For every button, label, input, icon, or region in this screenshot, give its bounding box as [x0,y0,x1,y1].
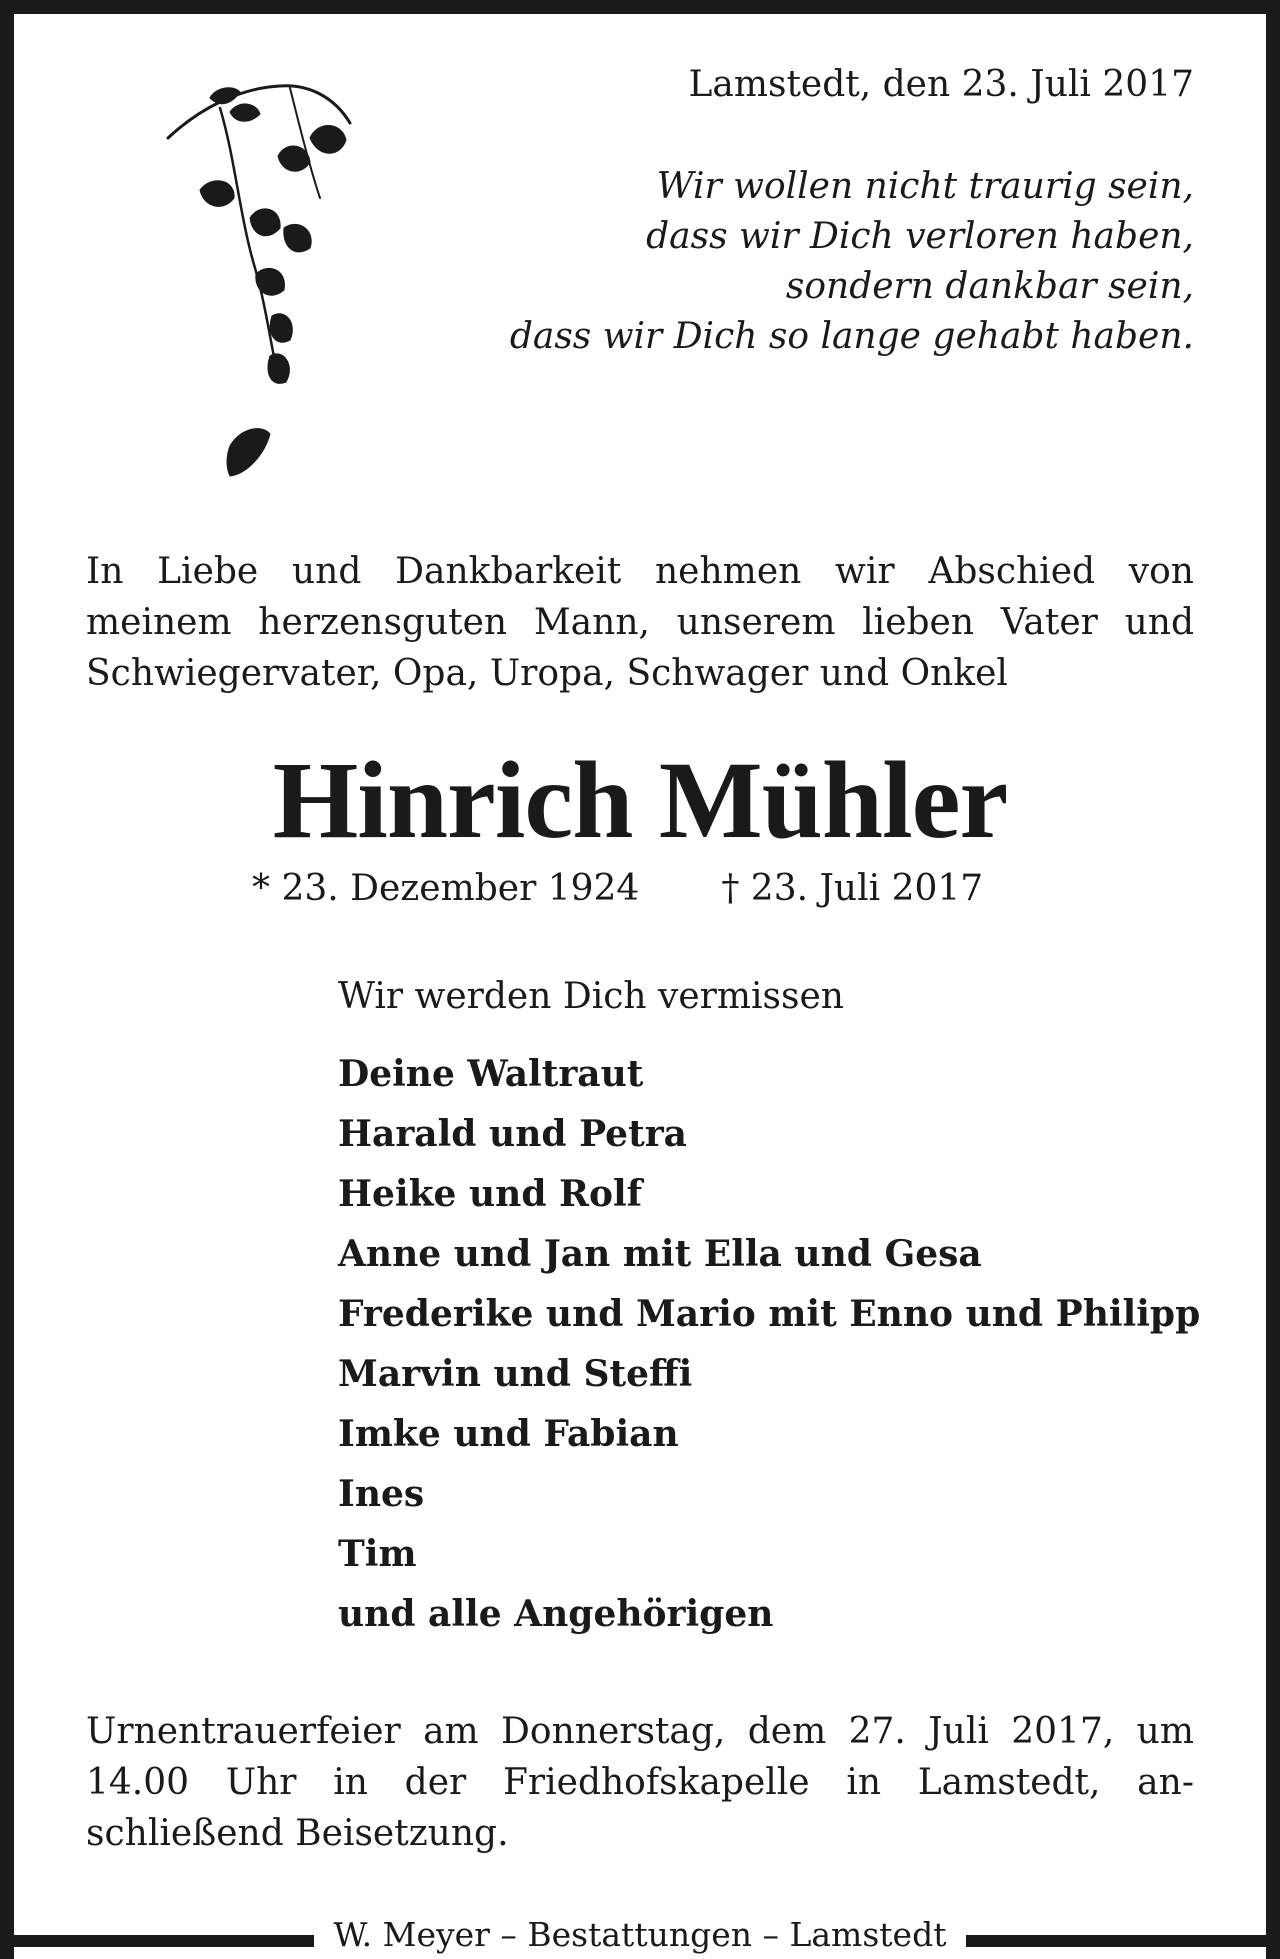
family-entry: Deine Waltraut [338,1053,644,1095]
miss-line: Wir werden Dich vermissen [338,976,844,1017]
family-entry: Frederike und Mario mit Enno und Philipp [338,1293,1201,1335]
family-entry: Ines [338,1473,425,1515]
family-entry: Harald und Petra [338,1113,687,1155]
ceremony-line: Urnentrauerfeier am Donnerstag, dem 27. Juli 2017, um [86,1711,1194,1752]
family-entry: und alle Angehörigen [338,1593,774,1635]
ceremony-line: 14.00 Uhr in der Friedhofskapelle in Lamstedt, an- [86,1762,1194,1803]
intro-text [86,546,1194,699]
intro-line: meinem herzensguten Mann, unserem lieben Vater und [86,602,1194,643]
intro-line: In Liebe und Dankbarkeit nehmen wir Abschied von [86,551,1194,592]
birch-leaves-icon [160,78,380,498]
family-entry: Imke und Fabian [338,1413,679,1455]
intro-line: Schwiegervater, Opa, Uropa, Schwager und Onkel [86,653,1008,694]
life-dates [252,868,983,909]
footer [0,1911,1280,1959]
deceased-name: Hinrich Mühler [272,739,1008,861]
motto-line: sondern dankbar sein, [785,266,1194,307]
family-entry: Tim [338,1533,417,1575]
motto-line: dass wir Dich so lange gehabt haben. [509,316,1194,357]
motto-verse [434,162,1194,362]
undertaker-name: W. Meyer – Bestattungen – Lamstedt [314,1911,967,1959]
family-entry: Marvin und Steffi [338,1353,693,1395]
place-date: Lamstedt, den 23. Juli 2017 [688,64,1194,105]
death-date: † 23. Juli 2017 [721,868,984,909]
birth-date: * 23. Dezember 1924 [252,868,640,909]
ceremony-text [86,1706,1194,1859]
motto-line: dass wir Dich verloren haben, [646,216,1194,257]
motto-line: Wir wollen nicht traurig sein, [656,166,1194,207]
family-entry: Heike und Rolf [338,1173,643,1215]
family-list [338,1044,1200,1644]
ceremony-line: schließend Beisetzung. [86,1813,509,1854]
family-entry: Anne und Jan mit Ella und Gesa [338,1233,982,1275]
